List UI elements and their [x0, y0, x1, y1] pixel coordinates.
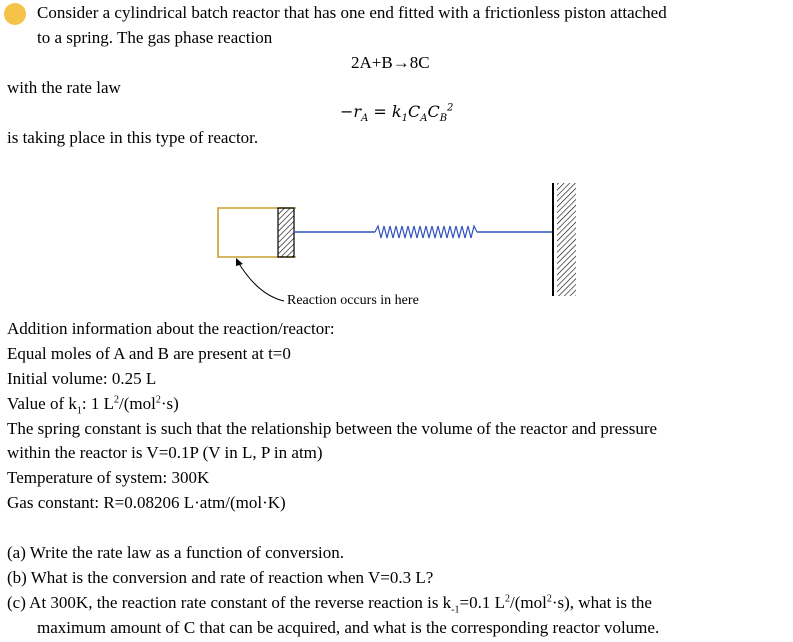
info-spring-2: within the reactor is V=0.1P (V in L, P in atm) [7, 443, 323, 462]
question-b: (b) What is the conversion and rate of reaction when V=0.3 L? [7, 568, 434, 587]
k-prefix: Value of k [7, 394, 77, 413]
info-k-value [7, 394, 179, 417]
info-moles: Equal moles of A and B are present at t=0 [7, 344, 291, 363]
k-sup2: 2 [155, 394, 161, 406]
info-temperature: Temperature of system: 300K [7, 468, 210, 487]
k-sub: 1 [76, 405, 82, 417]
rate-lhs: −r [340, 102, 362, 121]
c-prefix: (c) At 300K, the reaction rate constant of the reverse reaction is k [7, 593, 452, 612]
k-end: ·s) [160, 394, 179, 413]
c-sup1: 2 [505, 593, 511, 605]
reaction-equation: 2A+B→8C [351, 53, 430, 72]
caption-pointer [238, 262, 284, 301]
rate-lhs-sub: A [361, 113, 369, 125]
question-c-line-1 [7, 593, 652, 616]
rate-c2: C [427, 102, 440, 121]
diagram-caption: Reaction occurs in here [287, 293, 419, 308]
question-a: (a) Write the rate law as a function of conversion. [7, 543, 344, 562]
k-mid2: /(mol [118, 394, 156, 413]
rate-c2-sub: B [439, 113, 448, 125]
intro-line-2: to a spring. The gas phase reaction [37, 28, 273, 47]
info-volume: Initial volume: 0.25 L [7, 369, 157, 388]
c-end: ·s), what is the [551, 593, 652, 612]
rate-k-sub: 1 [401, 113, 408, 125]
wall-hatch [557, 183, 576, 296]
info-heading: Addition information about the reaction/reactor: [7, 319, 335, 338]
rate-eq: = k [368, 102, 402, 121]
rate-c2-sup: 2 [447, 102, 454, 114]
caption-arrowhead [236, 258, 243, 266]
c-mid: =0.1 L [459, 593, 506, 612]
c-mid2: /(mol [510, 593, 547, 612]
k-sup1: 2 [113, 394, 119, 406]
rate-c1: C [407, 102, 421, 121]
reactor-type-line: is taking place in this type of reactor. [7, 128, 259, 147]
rate-c1-sub: A [420, 113, 428, 125]
c-sup2: 2 [546, 593, 552, 605]
info-gas-constant: Gas constant: R=0.08206 L·atm/(mol·K) [7, 493, 286, 512]
c-sub: -1 [451, 604, 460, 616]
k-mid: : 1 L [81, 394, 114, 413]
rate-law-intro: with the rate law [7, 78, 121, 97]
spring [375, 226, 477, 238]
piston [278, 208, 294, 257]
question-c-line-2: maximum amount of C that can be acquired, and what is the corresponding reactor volume. [37, 618, 660, 637]
intro-line-1: Consider a cylindrical batch reactor that has one end fitted with a frictionless piston attached [37, 3, 667, 22]
info-spring-1: The spring constant is such that the relationship between the volume of the reactor and pressure [7, 419, 658, 438]
